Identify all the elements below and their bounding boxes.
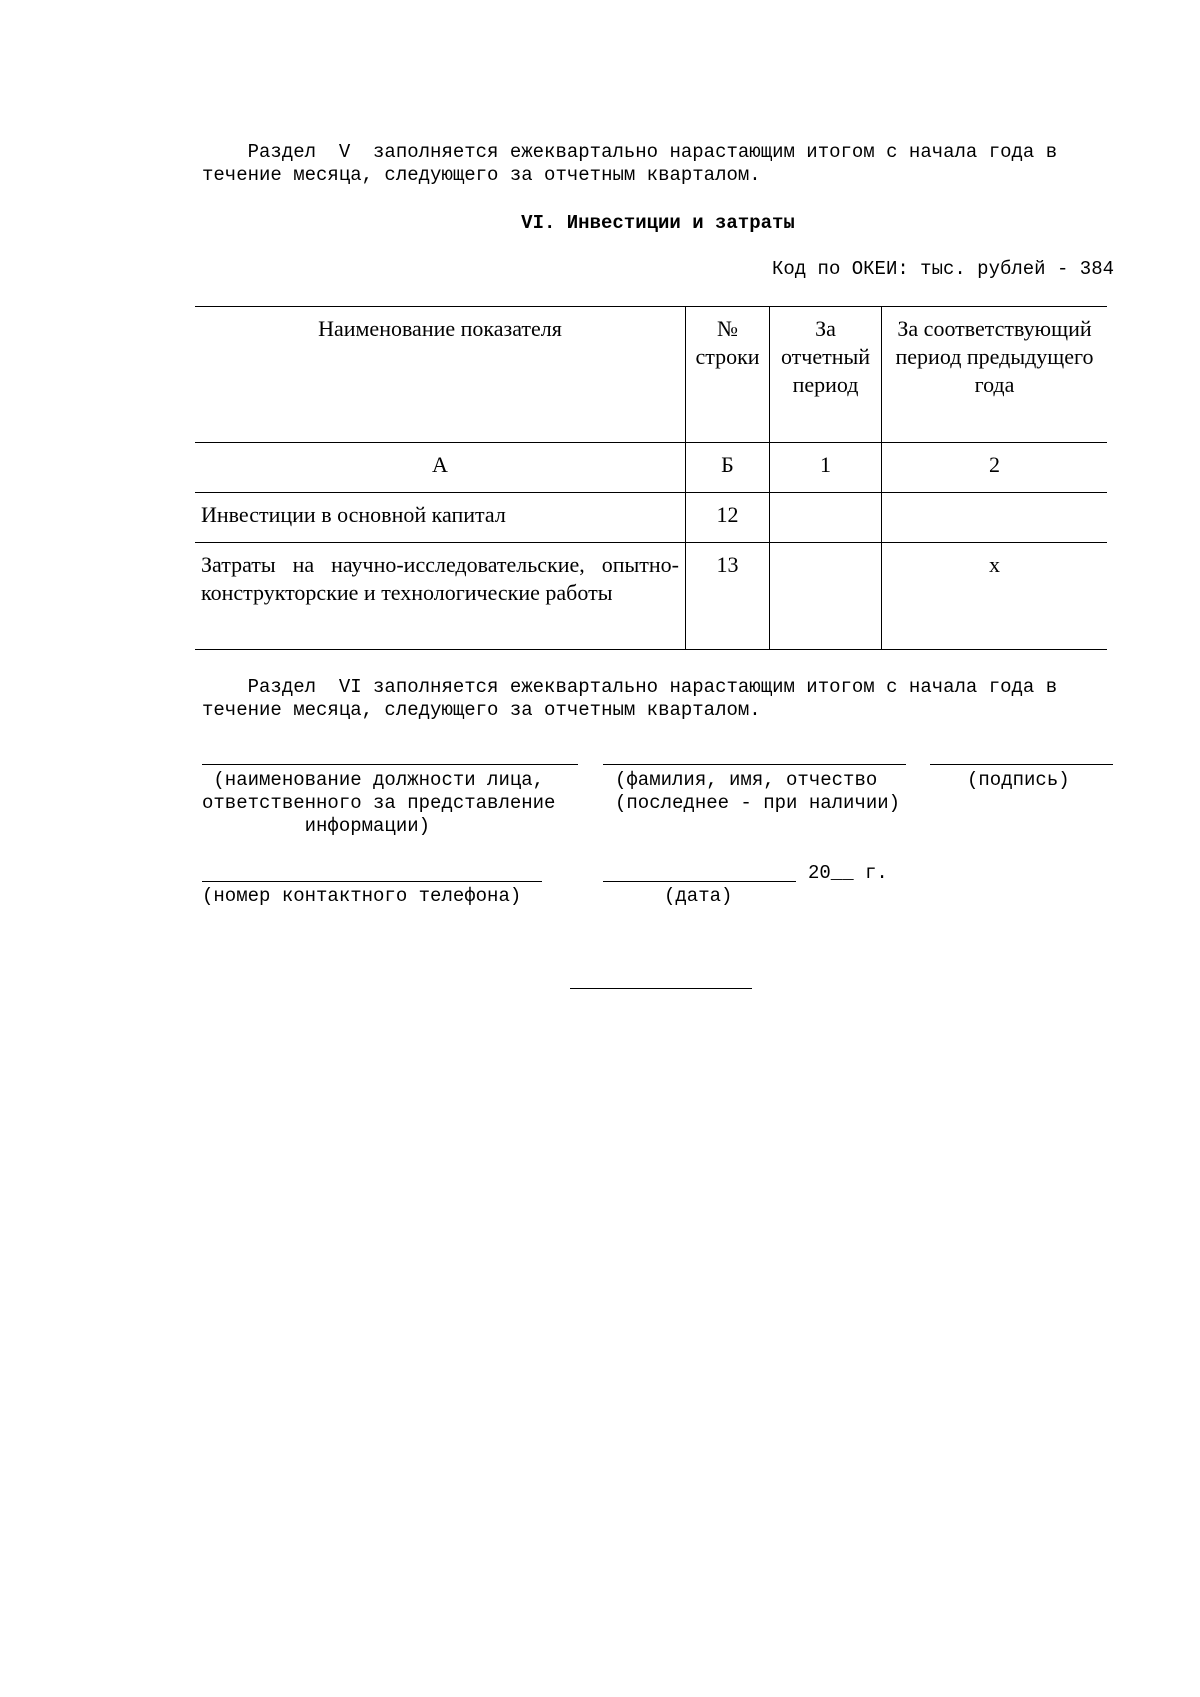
signature-line — [930, 764, 1113, 765]
table-row — [195, 543, 1107, 650]
closing-divider — [570, 988, 752, 989]
phone-line — [202, 881, 542, 882]
row-number: 13 — [686, 543, 770, 650]
phone-label: (номер контактного телефона) — [202, 885, 522, 907]
row-previous-value: x — [882, 543, 1108, 650]
table-index-row — [195, 443, 1107, 493]
date-year-suffix: 20__ г. — [808, 862, 888, 884]
row-current-value — [770, 543, 882, 650]
row-number: 12 — [686, 493, 770, 543]
header-row-no: № строки — [686, 307, 770, 443]
section6-note-line2: течение месяца, следующего за отчетным кварталом. — [202, 699, 761, 721]
name-signature-line — [603, 764, 906, 765]
header-name: Наименование показателя — [195, 307, 686, 443]
header-current-period: За отчетный период — [770, 307, 882, 443]
table-header-row — [195, 307, 1107, 443]
section5-note-line1: Раздел V заполняется ежеквартально нарастающим итогом с начала года в — [202, 141, 1058, 163]
okei-code: Код по ОКЕИ: тыс. рублей - 384 — [771, 258, 1114, 280]
signature-label: (подпись) — [967, 769, 1070, 791]
section6-note-line1: Раздел VI заполняется ежеквартально нарастающим итогом с начала года в — [202, 676, 1058, 698]
table-row — [195, 493, 1107, 543]
index-row-no: Б — [686, 443, 770, 493]
section5-note-line2: течение месяца, следующего за отчетным кварталом. — [202, 164, 761, 186]
row-name: Затраты на научно-исследовательские, опытно-конструкторские и технологические работы — [195, 543, 686, 650]
row-name: Инвестиции в основной капитал — [195, 493, 686, 543]
header-previous-period: За соответствующий период предыдущего года — [882, 307, 1108, 443]
date-label: (дата) — [664, 885, 733, 907]
position-signature-line — [202, 764, 578, 765]
name-label: (фамилия, имя, отчество (последнее - при наличии) — [615, 769, 901, 814]
index-current: 1 — [770, 443, 882, 493]
index-previous: 2 — [882, 443, 1108, 493]
position-label: (наименование должности лица, ответственного за представление информации) — [202, 769, 556, 837]
section-title: VI. Инвестиции и затраты — [521, 212, 795, 234]
investments-table — [195, 306, 1107, 650]
row-current-value — [770, 493, 882, 543]
date-line — [603, 881, 796, 882]
index-name: А — [195, 443, 686, 493]
row-previous-value — [882, 493, 1108, 543]
